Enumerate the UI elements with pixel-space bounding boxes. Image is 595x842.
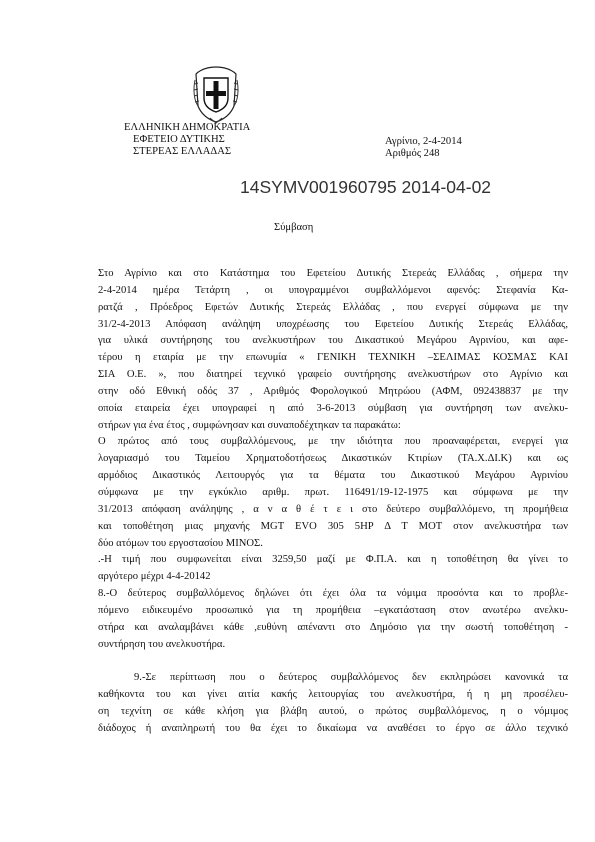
place-date: Αγρίνιο, 2-4-2014 bbox=[385, 136, 462, 147]
body-line: συντήρηση του ανελκυστήρα. bbox=[98, 638, 226, 650]
body-line: Στο Αγρίνιο και στο Κατάστημα του Εφετείου Δυτικής Στερεάς Ελλάδας , σήμερα την bbox=[98, 268, 568, 279]
issuer-line: ΕΛΛΗΝΙΚΗ ΔΗΜΟΚΡΑΤΙΑ bbox=[124, 122, 251, 133]
body-line: 8.-Ο δεύτερος συμβαλλόμενος δηλώνει ότι έχει όλα τα νόμιμα προσόντα και το προβλε- bbox=[98, 588, 568, 600]
date-number-block bbox=[385, 136, 462, 160]
body-line: τέρου η εταιρία με την επωνυμία « ΓΕΝΙΚΗ ΤΕΧΝΙΚΗ –ΣΕΛΙΜΑΣ ΚΟΣΜΑΣ ΚΑΙ bbox=[98, 352, 568, 364]
body-line: και τοποθέτηση μιας μηχανής MGT EVO 305 5HP Δ Τ ΜΟΤ στον ανελκυστήρα των bbox=[98, 520, 568, 532]
body-line: ΣΙΑ Ο.Ε. », που διατηρεί τεχνικό γραφείο συντήρησης ανελκυστήρων στο Αγρίνιο και bbox=[98, 369, 568, 381]
body-line: 31/2013 απόφαση ανάληψης , α ν α θ έ τ ε ι στο δεύτερο συμβαλλόμενο, τη προμήθεια bbox=[98, 503, 568, 515]
issuer-line: ΣΤΕΡΕΑΣ ΕΛΛΑΔΑΣ bbox=[133, 146, 232, 157]
body-line: στην οδό Εθνική οδός 37 , Αριθμός Φορολογικού Μητρώου (ΑΦΜ, 092438837 με την bbox=[98, 385, 568, 397]
body-line bbox=[98, 653, 568, 670]
body-line: για υλικά συντήρησης του ανελκυστήρων του Δικαστικού Μεγάρου Αγρινίου, και αφε- bbox=[98, 335, 568, 347]
body-line: στήρων για ένα έτος , συμφώνησαν και συναποδέχτηκαν τα παρακάτω: bbox=[98, 419, 401, 431]
body-line: οποία εταιρεία έχει υπογραφεί η από 3-6-2013 σύμβαση για συντήρηση των ανελκυ- bbox=[98, 402, 568, 414]
document-number: Αριθμός 248 bbox=[385, 148, 440, 159]
body-line: ρατζά , Πρόεδρος Εφετών Δυτικής Στερεάς Ελλάδας , που ενεργεί σύμφωνα με την bbox=[98, 301, 568, 313]
body-line: λογαριασμό του Ταμείου Χρηματοδοτήσεως Δικαστικών Κτιρίων (ΤΑ.Χ.ΔΙ.Κ) και ως bbox=[98, 453, 568, 465]
body-line: 2-4-2014 ημέρα Τετάρτη , οι υπογραμμένοι συμβαλλόμενοι αφενός: Στεφανία Κα- bbox=[98, 284, 568, 296]
body-line: 31/2-4-2013 Απόφαση ανάληψη υποχρέωσης του Εφετείου Δυτικής Στερεάς Ελλάδας, bbox=[98, 318, 568, 330]
body-line: 9.-Σε περίπτωση που ο δεύτερος συμβαλλόμενος δεν εκπληρώσει κανονικά τα bbox=[134, 672, 568, 684]
body-line: καθήκοντα του και γίνει αιτία κακής λειτουργίας του ανελκυστήρα, ή η μη προσέλευ- bbox=[98, 689, 568, 701]
document-id: 14SYMV001960795 2014-04-02 bbox=[240, 177, 492, 197]
body-line: αργότερο μέχρι 4-4-20142 bbox=[98, 571, 211, 583]
body-line: διάδοχος ή αναπληρωτή του θα έχει το δικαίωμα να αναθέσει το έργο σε άλλο τεχνικό bbox=[98, 722, 568, 734]
issuer-block bbox=[124, 122, 250, 158]
body-line: πόμενο ειδικευμένο προσωπικό για τη προμήθεια –εγκατάσταση στον ανωτέρω ανελκυ- bbox=[98, 604, 568, 616]
body-line: δύο ατόμων του εργοστασίου ΜΙΝΟΣ. bbox=[98, 537, 263, 549]
body-line: .-Η τιμή που συμφωνείται είναι 3259,50 μαζί με Φ.Π.Α. και η τοποθέτηση θα γίνει το bbox=[98, 554, 568, 566]
body-line: σύμφωνα με την εγκύκλιο αριθμ. πρωτ. 116491/19-12-1975 και σύμφωνα με την bbox=[98, 486, 568, 498]
body-line: Ο πρώτος από τους συμβαλλόμενους, με την ιδιότητα που προαναφέρεται, ενεργεί για bbox=[98, 436, 568, 448]
document-title: Σύμβαση bbox=[274, 222, 314, 233]
body-line: ση τεχνίτη σε κάθε κλήση για βλάβη αυτού, ο πρώτος συμβαλλόμενος, η ο νόμιμος bbox=[98, 705, 568, 717]
body-line: αρμόδιος Δικαστικός Λειτουργός για τα θέματα του Δικαστικού Μεγάρου Αγρινίου bbox=[98, 470, 568, 482]
contract-body bbox=[98, 266, 568, 738]
issuer-line: ΕΦΕΤΕΙΟ ΔΥΤΙΚΗΣ bbox=[133, 134, 225, 145]
hellenic-coat-of-arms-icon bbox=[192, 66, 240, 124]
body-line: στήρα και αναλαμβάνει κάθε ,ευθύνη απέναντι στο Δημόσιο για την σωστή τοποθέτηση - bbox=[98, 621, 568, 633]
